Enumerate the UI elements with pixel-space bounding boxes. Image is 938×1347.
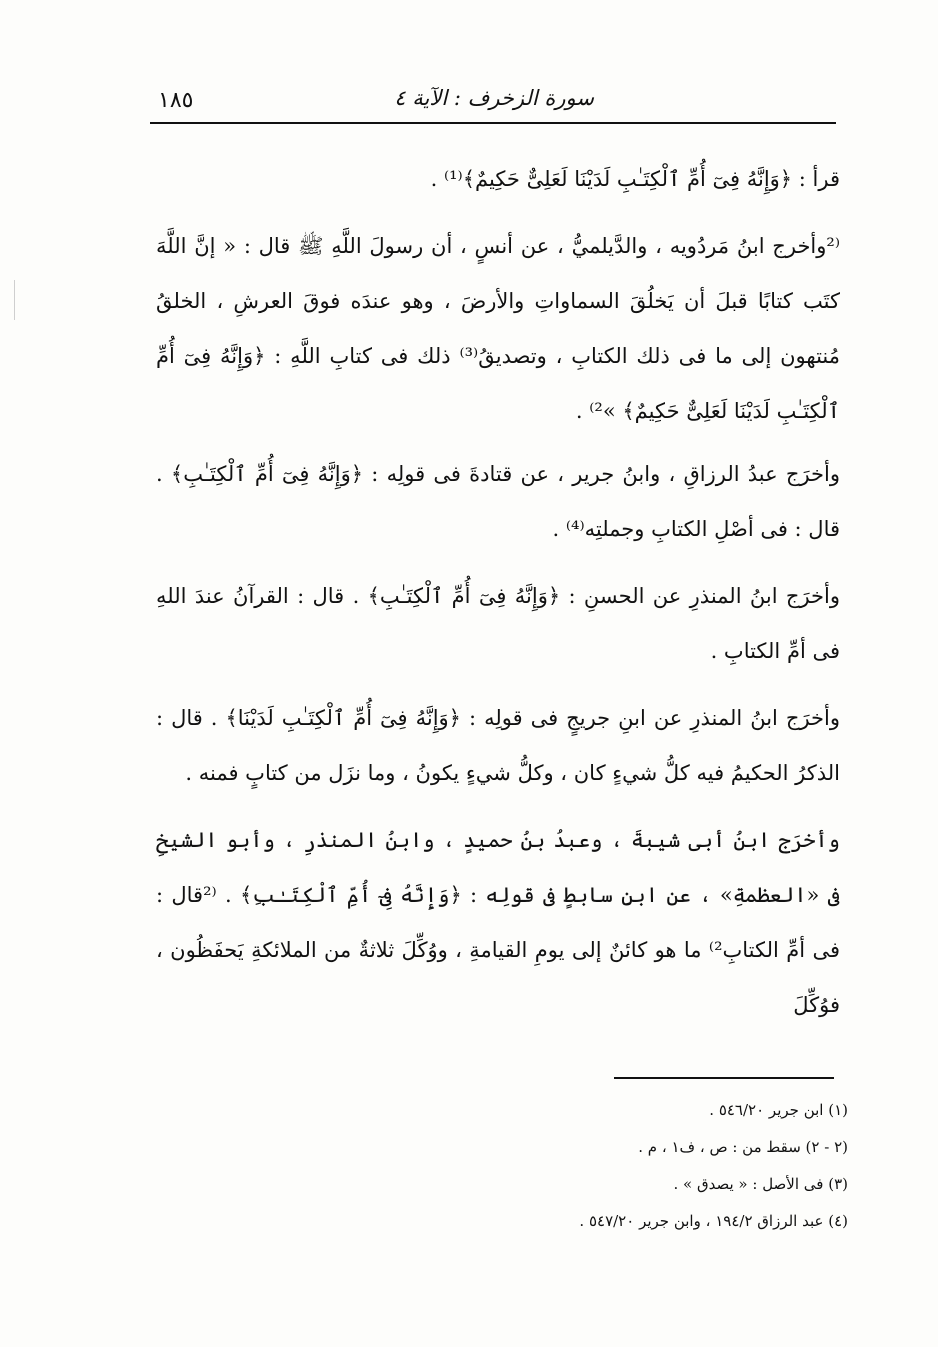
paragraph-2: ⁽²وأخرج ابنُ مَردُويه ، والدَّيلميُّ ، عن أنسٍ ، أن رسولَ اللَّهِ ﷺ قال : « إنَّ اللَّهَ كتَب كتابًا قبلَ أن يَخلُقَ السماواتِ والأرضَ ، وهو عندَه فوقَ العرشِ ، الخلقُ مُنتهون إلى ما فى ذلك الكتابِ ، وتصديقُ⁽³⁾ ذلك فى كتابِ اللَّهِ : ﴿وَإِنَّهُ فِىٓ أُمِّ ٱلْكِتَـٰبِ لَدَيْنَا لَعَلِىٌّ حَكِيمٌ﴾ »²⁾ . [156,234,840,423]
footnote-3: (٣) فى الأصل : « يصدق » . [673,1175,848,1193]
scan-edge-mark [14,280,15,320]
footnote-4: (٤) عبد الرزاق ١٩٤/٢ ، وابن جرير ٥٤٧/٢٠ . [579,1212,848,1230]
page-header [158,86,834,126]
footnote-2: (٢ - ٢) سقط من : ص ، ف١ ، م . [638,1138,848,1156]
page-number: ١٨٥ [158,88,194,113]
paragraph-4: وأخرَج ابنُ المنذرِ عن الحسنِ : ﴿وَإِنَّهُ فِىٓ أُمِّ ٱلْكِتَـٰبِ﴾ . قال : القرآنُ عندَ اللهِ فى أمِّ الكتابِ . [156,584,840,663]
footnote-separator [614,1077,834,1079]
paragraph-1: قرأ : ﴿وَإِنَّهُ فِىٓ أُمِّ ٱلْكِتَـٰبِ لَدَيْنَا لَعَلِىٌّ حَكِيمٌ﴾⁽¹⁾ . [430,167,840,191]
paragraph-3: وأخرَج عبدُ الرزاقِ ، وابنُ جرير ، عن قتادةَ فى قولِه : ﴿وَإِنَّهُ فِىٓ أُمِّ ٱلْكِتَـٰبِ﴾ . قال : فى أصْلِ الكتابِ وجملتِه⁽⁴⁾ . [156,462,840,541]
main-text [156,152,840,1045]
paragraph-5: وأخرَج ابنُ المنذرِ عن ابنِ جريجٍ فى قولِه : ﴿وَإِنَّهُ فِىٓ أُمِّ ٱلْكِتَـٰبِ لَدَيْنَا﴾ . قال : الذكرُ الحكيمُ فيه كلُّ شيءٍ كان ، وكلُّ شيءٍ يكونُ ، وما نزَل من كتابٍ فمنه . [156,706,840,785]
running-title: سورة الزخرف : الآية ٤ [394,86,594,110]
paragraph-6: وأخرَج ابنُ أبى شيبةَ ، وعبدُ بنُ حميدٍ ، وابنُ المنذرِ ، وأبو الشيخِ فى «العظمةِ» ، عن ابنِ سابطٍ فى قولِه : ﴿وَإِنَّهُ فِىٓ أُمِّ ٱلْكِتَـٰبِ﴾ . ⁽²قال : فى أمِّ الكتابِ²⁾ ما هو كائنٌ إلى يومِ القيامةِ ، ووُكِّلَ ثلاثةٌ من الملائكةِ يَحفَظُون ، فوُكِّلَ [156,828,840,1017]
footnote-1: (١) ابن جرير ٥٤٦/٢٠ . [709,1101,848,1119]
footnotes [156,1092,848,1240]
header-rule [150,122,836,124]
